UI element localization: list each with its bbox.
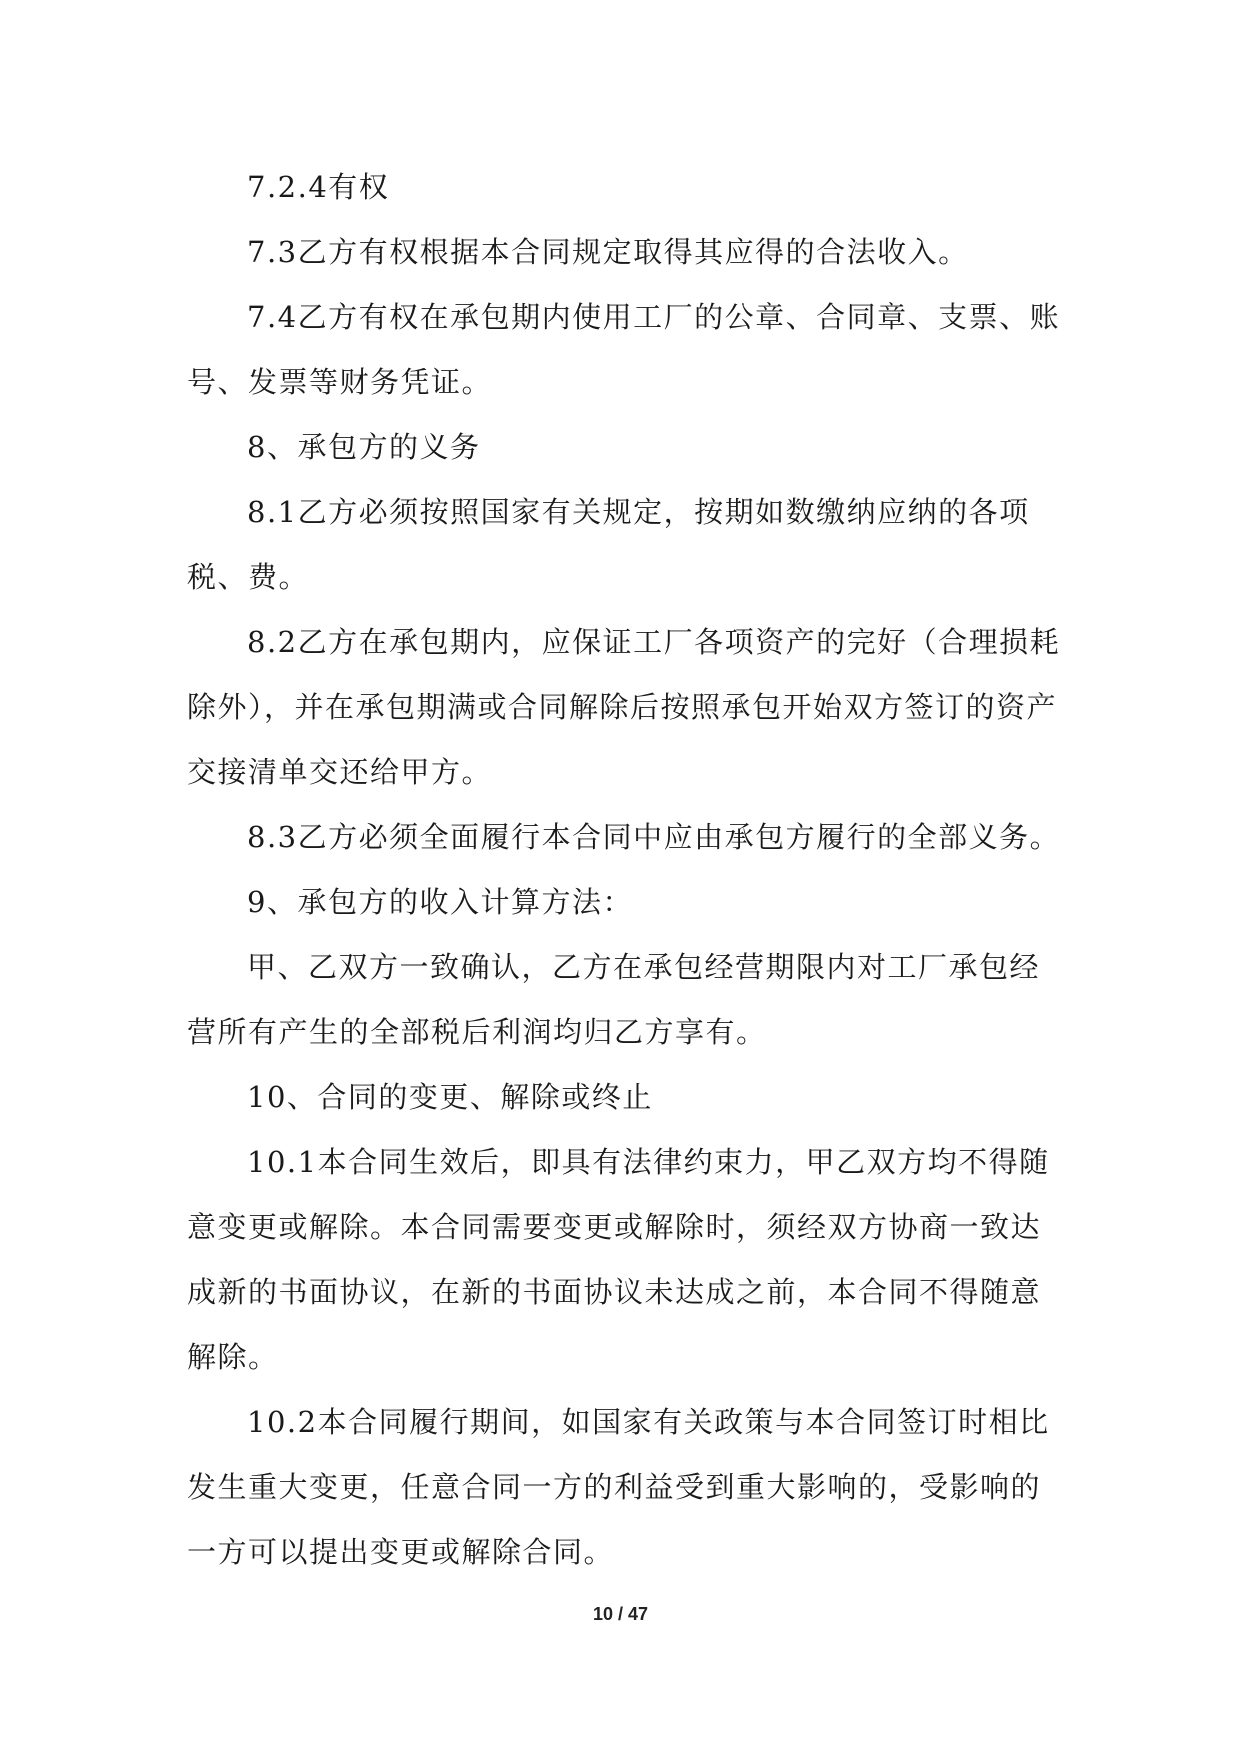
clause-8-1: 8.1乙方必须按照国家有关规定，按期如数缴纳应纳的各项税、费。	[187, 495, 1030, 594]
clause-10-1: 10.1本合同生效后，即具有法律约束力，甲乙双方均不得随意变更或解除。本合同需要变更或解除时，须经双方协商一致达成新的书面协议，在新的书面协议未达成之前，本合同不得随意解除。	[187, 1145, 1050, 1374]
clause-7-4: 7.4乙方有权在承包期内使用工厂的公章、合同章、支票、账号、发票等财务凭证。	[187, 300, 1061, 399]
clause-8-2: 8.2乙方在承包期内，应保证工厂各项资产的完好（合理损耗除外），并在承包期满或合同解除后按照承包开始双方签订的资产交接清单交还给甲方。	[187, 625, 1061, 789]
section-10-heading: 10、合同的变更、解除或终止	[247, 1080, 653, 1114]
page-number: 10 / 47	[592, 1604, 649, 1624]
section-9-heading: 9、承包方的收入计算方法：	[247, 885, 633, 919]
document-body	[187, 155, 1067, 1585]
section-8-heading: 8、承包方的义务	[247, 430, 481, 464]
clause-7-2-4: 7.2.4有权	[247, 170, 390, 204]
clause-9-body: 甲、乙双方一致确认，乙方在承包经营期限内对工厂承包经营所有产生的全部税后利润均归乙方享有。	[187, 950, 1041, 1049]
clause-7-3: 7.3乙方有权根据本合同规定取得其应得的合法收入。	[247, 235, 969, 269]
clause-10-2: 10.2本合同履行期间，如国家有关政策与本合同签订时相比发生重大变更，任意合同一方的利益受到重大影响的，受影响的一方可以提出变更或解除合同。	[187, 1405, 1050, 1569]
clause-8-3: 8.3乙方必须全面履行本合同中应由承包方履行的全部义务。	[247, 820, 1061, 854]
